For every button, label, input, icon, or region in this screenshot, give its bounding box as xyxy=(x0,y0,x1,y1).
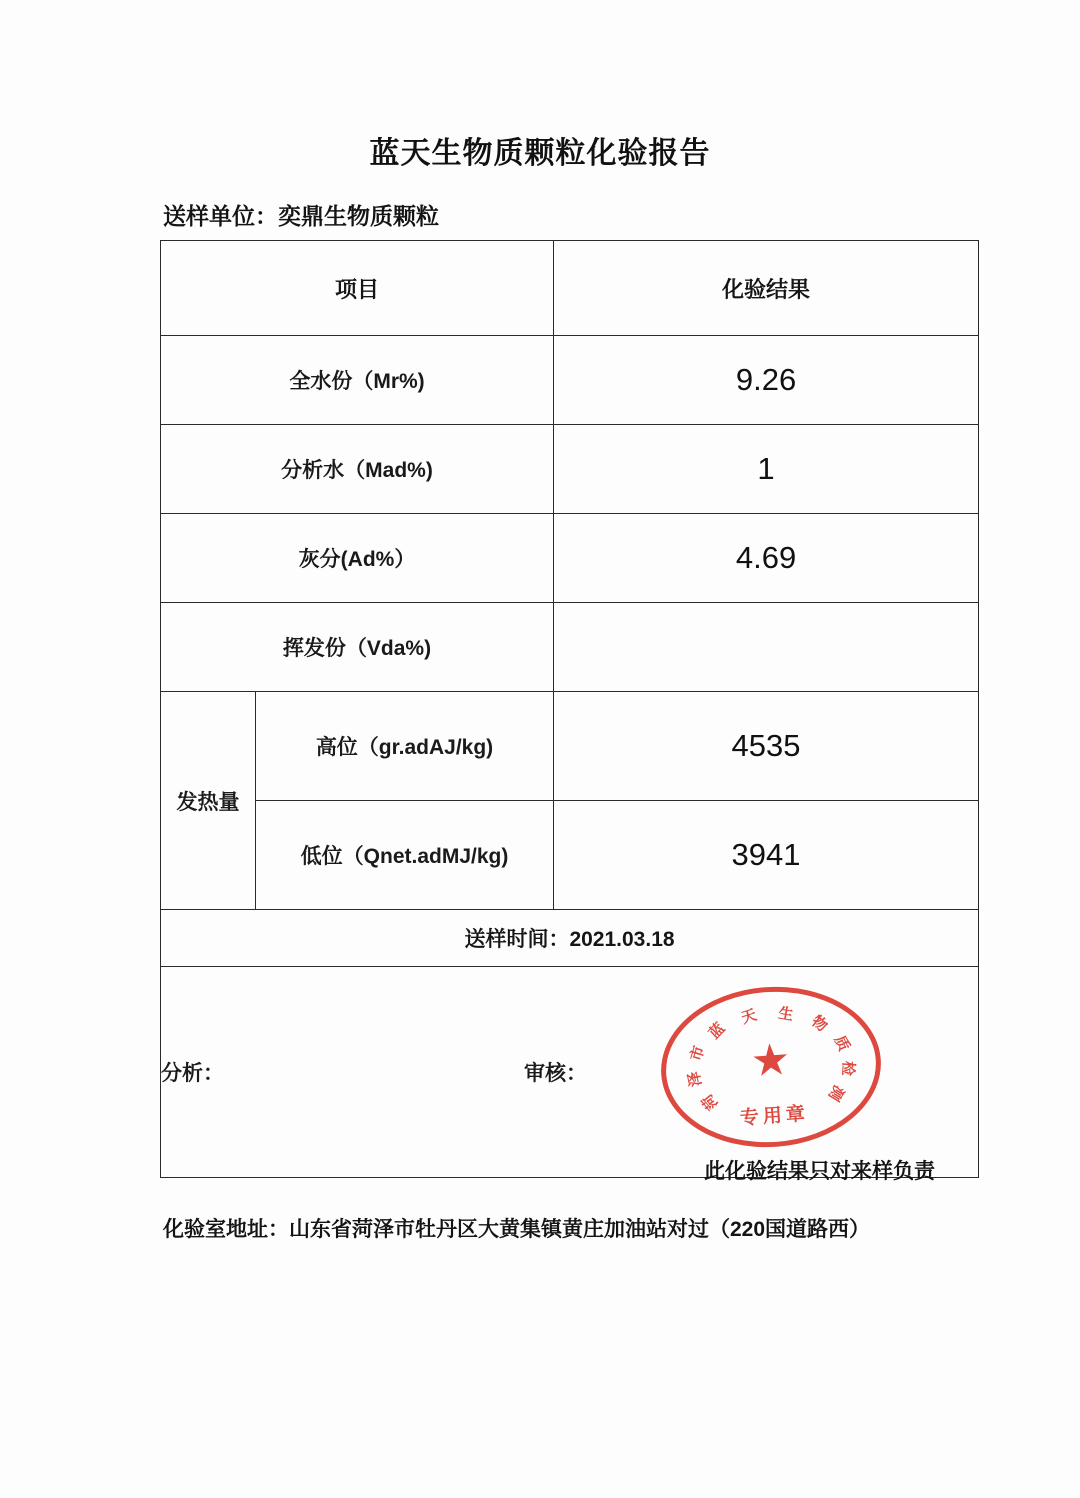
row-label-volatile: 挥发份（Vda%) xyxy=(161,603,554,692)
official-stamp-icon xyxy=(656,980,887,1155)
row-value-heat-low: 3941 xyxy=(554,801,979,910)
stamp-bottom-text: 专用章 xyxy=(739,1103,810,1130)
signature-row xyxy=(161,967,979,1178)
row-label-moisture-analysis: 分析水（Mad%) xyxy=(161,425,554,514)
row-value-volatile xyxy=(554,603,979,692)
table-row-heat-high xyxy=(161,692,979,801)
lab-address: 化验室地址：山东省菏泽市牡丹区大黄集镇黄庄加油站对过（220国道路西） xyxy=(163,1218,871,1241)
sample-time-row xyxy=(161,910,979,967)
header-result: 化验结果 xyxy=(554,241,979,336)
signature-cell xyxy=(161,967,979,1178)
table-row xyxy=(161,336,979,425)
row-label-moisture-total: 全水份（Mr%) xyxy=(161,336,554,425)
row-value-moisture-total: 9.26 xyxy=(554,336,979,425)
heat-group-label: 发热量 xyxy=(161,692,256,910)
stamp-arc-text: 菏 泽 市 蓝 天 生 物 质 检 测 xyxy=(685,1004,857,1113)
submitter-line: 送样单位：奕鼎生物质颗粒 xyxy=(163,203,439,229)
table-header-row xyxy=(161,241,979,336)
row-value-moisture-analysis: 1 xyxy=(554,425,979,514)
table-row xyxy=(161,425,979,514)
row-label-ash: 灰分(Ad%） xyxy=(161,514,554,603)
reviewer-label: 审核： xyxy=(524,1062,587,1085)
row-value-heat-high: 4535 xyxy=(554,692,979,801)
table-row xyxy=(161,514,979,603)
analyst-label: 分析： xyxy=(161,1062,224,1085)
table-row xyxy=(161,603,979,692)
sample-time-text: 送样时间：2021.03.18 xyxy=(161,910,979,967)
footer-note: 此化验结果只对来样负责 xyxy=(704,1160,935,1183)
stamp-star-icon: ★ xyxy=(749,1034,792,1087)
row-value-ash: 4.69 xyxy=(554,514,979,603)
assay-result-table xyxy=(160,240,979,1178)
table-row-heat-low xyxy=(161,801,979,910)
row-label-heat-low: 低位（Qnet.adMJ/kg) xyxy=(256,801,554,910)
row-label-heat-high: 高位（gr.adAJ/kg) xyxy=(256,692,554,801)
page-title: 蓝天生物质颗粒化验报告 xyxy=(369,137,711,170)
header-item: 项目 xyxy=(161,241,554,336)
